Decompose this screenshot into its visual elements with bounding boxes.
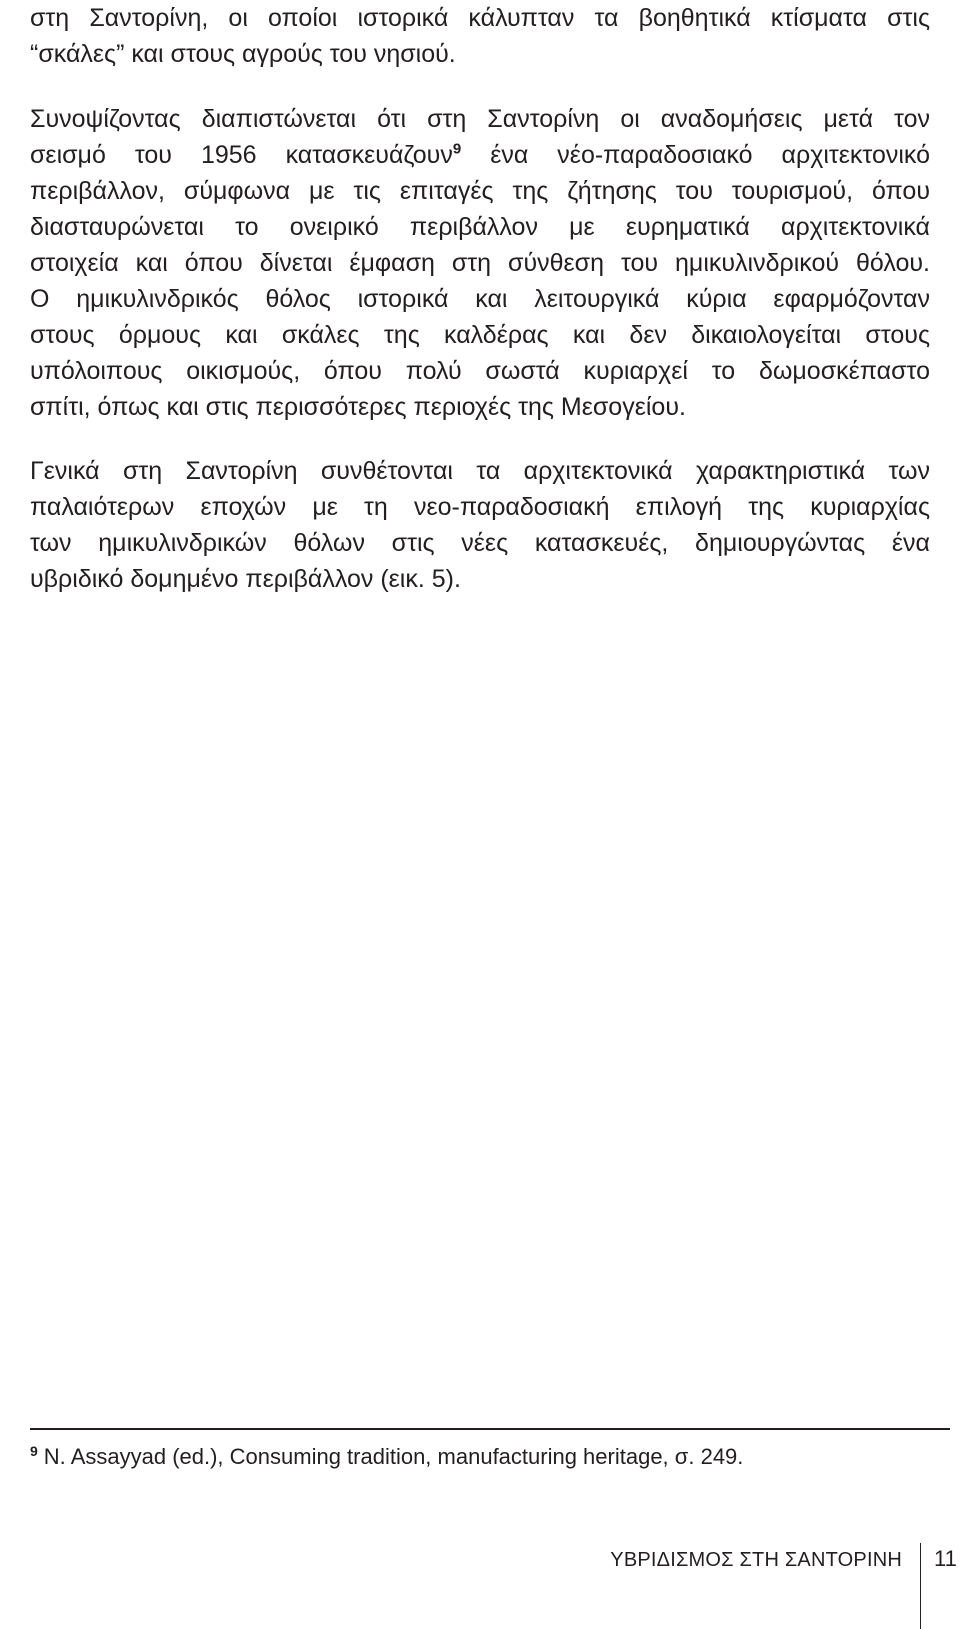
text-line: σπίτι, όπως και στις περισσότερες περιοχές της Μεσογείου.: [30, 393, 686, 421]
footnote-number: 9: [30, 1442, 38, 1459]
text-line: στους όρμους και σκάλες της καλδέρας και δεν δικαιολογείται στους: [30, 321, 930, 349]
page-number-divider: [920, 1543, 921, 1629]
footnote: [30, 1443, 743, 1471]
footnote-text: N. Assayyad (ed.), Consuming tradition, manufacturing heritage, σ. 249.: [43, 1444, 744, 1469]
text-line: “σκάλες” και στους αγρούς του νησιού.: [30, 40, 456, 68]
text-line: περιβάλλον, σύμφωνα με τις επιταγές της ζήτησης του τουρισμού, όπου: [30, 177, 930, 205]
text-segment: ένα νέο-παραδοσιακό αρχιτεκτονικό: [490, 141, 930, 169]
paragraph-2: [30, 101, 930, 425]
text-line: διασταυρώνεται το ονειρικό περιβάλλον με ευρηματικά αρχιτεκτονικά: [30, 213, 930, 241]
text-line: στοιχεία και όπου δίνεται έμφαση στη σύνθεση του ημικυλινδρικού θόλου.: [30, 249, 930, 277]
text-line: Ο ημικυλινδρικός θόλος ιστορικά και λειτουργικά κύρια εφαρμόζονταν: [30, 285, 930, 313]
footnote-divider: [30, 1428, 950, 1430]
text-line: υβριδικό δομημένο περιβάλλον (εικ. 5).: [30, 565, 461, 593]
text-line-with-footnote: [30, 137, 930, 173]
footnote-reference: 9: [452, 140, 462, 158]
text-line: στη Σαντορίνη, οι οποίοι ιστορικά κάλυπταν τα βοηθητικά κτίσματα στις: [30, 4, 930, 32]
paragraph-1: [30, 0, 930, 72]
text-line: υπόλοιπους οικισμούς, όπου πολύ σωστά κυριαρχεί το δωμοσκέπαστο: [30, 357, 930, 385]
paragraph-3: [30, 453, 930, 597]
text-segment: σεισμό του 1956 κατασκευάζουν: [30, 141, 453, 169]
page-number: 11: [934, 1546, 957, 1571]
text-line: Γενικά στη Σαντορίνη συνθέτονται τα αρχιτεκτονικά χαρακτηριστικά των: [30, 457, 930, 485]
text-line: παλαιότερων εποχών με τη νεο-παραδοσιακή επιλογή της κυριαρχίας: [30, 493, 930, 521]
text-line: των ημικυλινδρικών θόλων στις νέες κατασκευές, δημιουργώντας ένα: [30, 529, 930, 557]
running-header: ΥΒΡΙΔΙΣΜΟΣ ΣΤΗ ΣΑΝΤΟΡΙΝΗ: [610, 1549, 902, 1571]
text-line: Συνοψίζοντας διαπιστώνεται ότι στη Σαντορίνη οι αναδομήσεις μετά τον: [30, 105, 930, 133]
